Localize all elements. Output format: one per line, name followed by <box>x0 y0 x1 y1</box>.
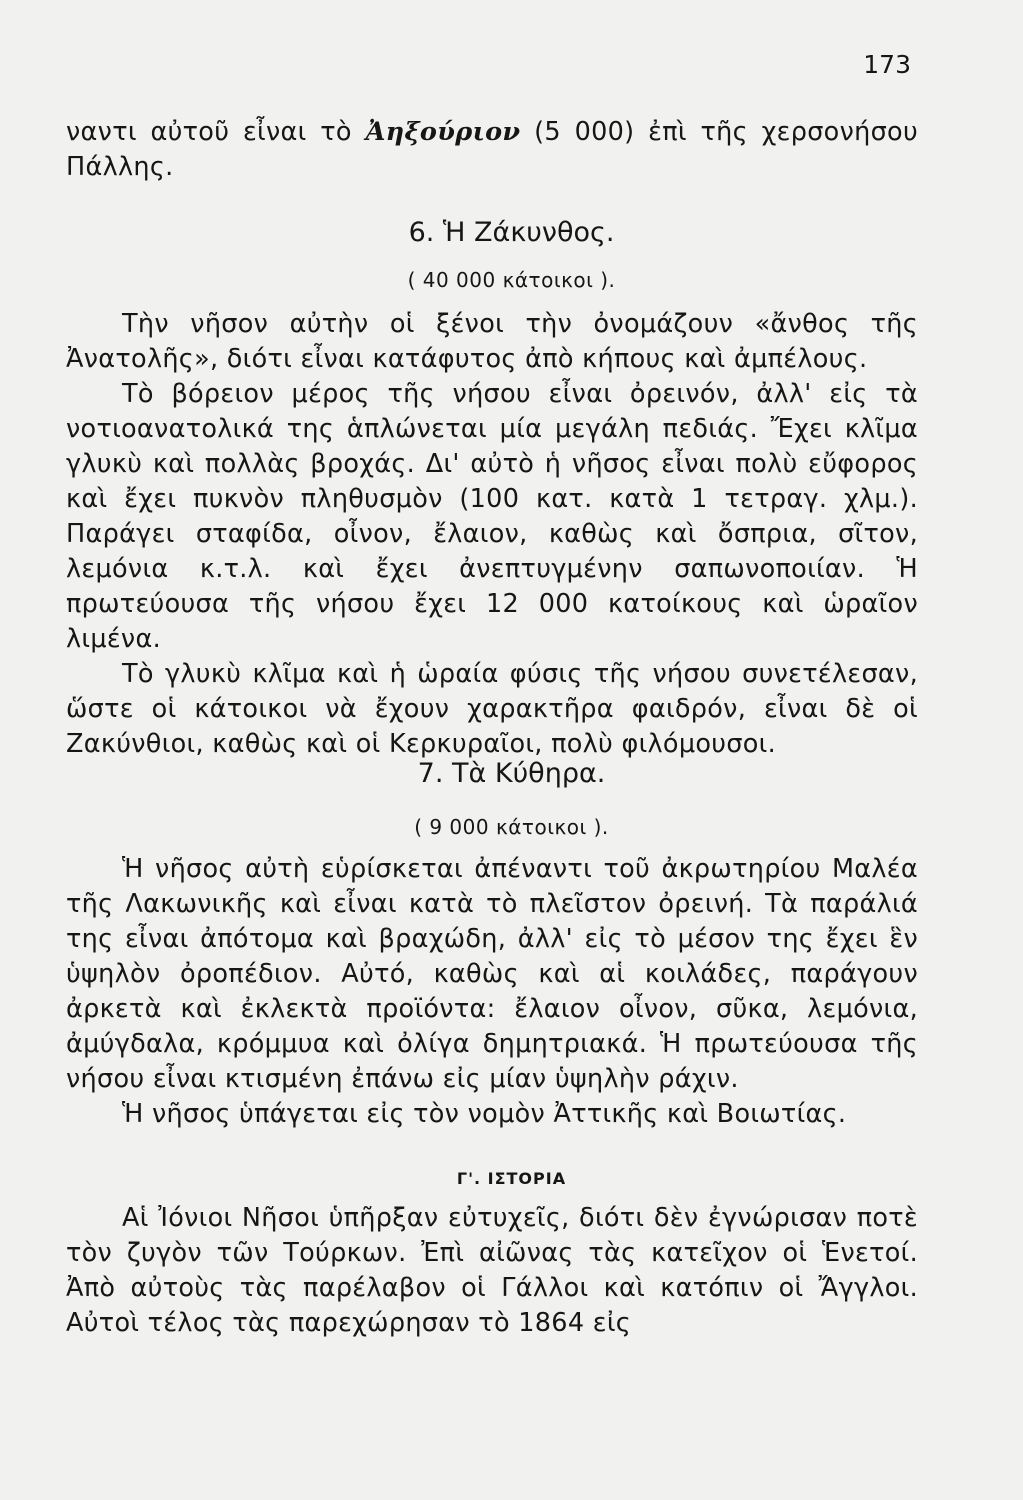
intro-text-after: (5 000) ἐπὶ τῆς χερσονήσου Πάλλης. <box>66 117 918 182</box>
kythira-text <box>66 852 918 1132</box>
kythira-population: ( 9 000 κάτοικοι ). <box>414 815 609 839</box>
kythira-paragraph-2: Ἡ νῆσος ὑπάγεται εἰς τὸν νομὸν Ἀττικῆς καὶ Βοιωτίας. <box>122 1099 847 1129</box>
page-number: 173 <box>863 50 911 79</box>
history-heading: Γ'. ΙΣΤΟΡΙΑ <box>456 1169 567 1188</box>
zakynthos-heading: 6. Ἡ Ζάκυνθος. <box>408 217 615 248</box>
intro-emphasis: Ἀηξούριον <box>365 117 521 147</box>
zakynthos-paragraph-3: Τὸ γλυκὺ κλῖμα καὶ ἡ ὡραία φύσις τῆς νήσου συνετέλεσαν, ὥστε οἱ κάτοικοι νὰ ἔχουν χαρακτῆρα φαιδρόν, εἶναι δὲ οἱ Ζακύνθιοι, καθὼς καὶ οἱ Κερκυραῖοι, πολὺ φιλόμουσοι. <box>66 659 918 759</box>
zakynthos-text <box>66 307 918 762</box>
kythira-heading: 7. Τὰ Κύθηρα. <box>417 758 606 789</box>
kythira-paragraph-1: Ἡ νῆσος αὐτὴ εὑρίσκεται ἀπέναντι τοῦ ἀκρωτηρίου Μαλέα τῆς Λακωνικῆς καὶ εἶναι κατὰ τὸ πλεῖστον ὀρεινή. Τὰ παράλιά της εἶναι ἀπότομα καὶ βραχώδη, ἀλλ' εἰς τὸ μέσον της ἔχει ἓν ὑψηλὸν ὀροπέδιον. Αὐτό, καθὼς καὶ αἱ κοιλάδες, παράγουν ἀρκετὰ καὶ ἐκλεκτὰ προϊόντα: ἔλαιον οἶνον, σῦκα, λεμόνια, ἀμύγδαλα, κρόμμυα καὶ ὀλίγα δημητριακά. Ἡ πρωτεύουσα τῆς νήσου εἶναι κτισμένη ἐπάνω εἰς μίαν ὑψηλὴν ράχιν. <box>66 854 918 1094</box>
zakynthos-paragraph-1: Τὴν νῆσον αὐτὴν οἱ ξένοι τὴν ὀνομάζουν «ἄνθος τῆς Ἀνατολῆς», διότι εἶναι κατάφυτος ἀπὸ κήπους καὶ ἀμπέλους. <box>66 309 918 374</box>
intro-paragraph <box>66 115 918 185</box>
history-paragraph-1: Αἱ Ἰόνιοι Νῆσοι ὑπῆρξαν εὐτυχεῖς, διότι δὲν ἐγνώρισαν ποτὲ τὸν ζυγὸν τῶν Τούρκων. Ἐπὶ αἰῶνας τὰς κατεῖχον οἱ Ἑνετοί. Ἀπὸ αὐτοὺς τὰς παρέλαβον οἱ Γάλλοι καὶ κατόπιν οἱ Ἄγγλοι. Αὐτοὶ τέλος τὰς παρεχώρησαν τὸ 1864 εἰς <box>66 1203 918 1338</box>
zakynthos-paragraph-2: Τὸ βόρειον μέρος τῆς νήσου εἶναι ὀρεινόν, ἀλλ' εἰς τὰ νοτιοανατολικά της ἁπλώνεται μία μεγάλη πεδιάς. Ἔχει κλῖμα γλυκὺ καὶ πολλὰς βροχάς. Δι' αὐτὸ ἡ νῆσος εἶναι πολὺ εὔφορος καὶ ἔχει πυκνὸν πληθυσμὸν (100 κατ. κατὰ 1 τετραγ. χλμ.). Παράγει σταφίδα, οἶνον, ἔλαιον, καθὼς καὶ ὄσπρια, σῖτον, λεμόνια κ.τ.λ. καὶ ἔχει ἀνεπτυγμένην σαπωνοποιίαν. Ἡ πρωτεύουσα τῆς νήσου ἔχει 12 000 κατοίκους καὶ ὡραῖον λιμένα. <box>66 379 918 654</box>
history-text <box>66 1201 918 1341</box>
zakynthos-population: ( 40 000 κάτοικοι ). <box>407 268 616 292</box>
intro-text-before: ναντι αὐτοῦ εἶναι τὸ <box>66 117 366 147</box>
